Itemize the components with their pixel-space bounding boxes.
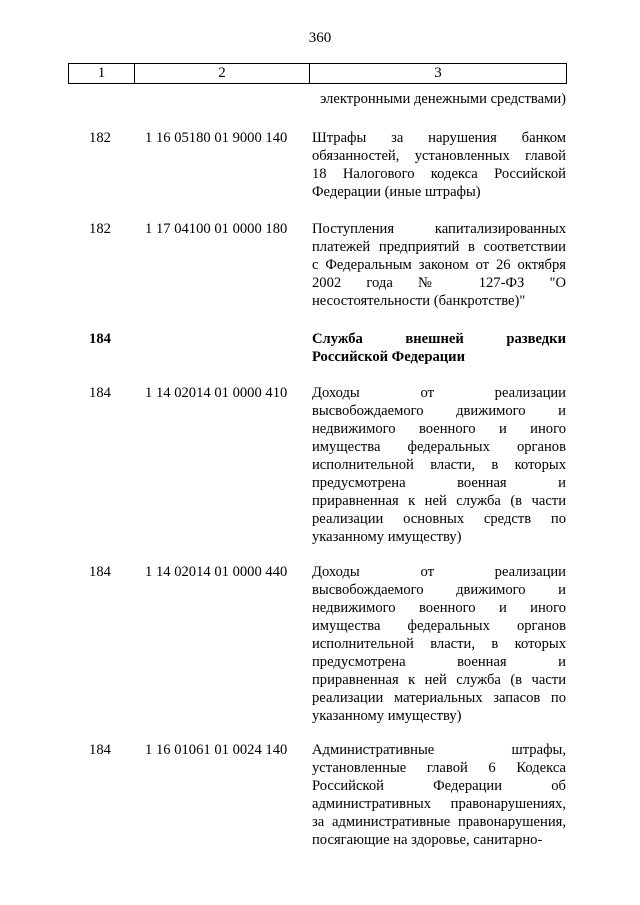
row-description-line: реализации материальных запасов по	[312, 690, 566, 706]
row-description-line: Российской Федерации об	[312, 778, 566, 794]
row-description-line: приравненная к ней служба (в части	[312, 672, 566, 688]
row-description-line: недвижимого военного и иного	[312, 421, 566, 437]
row-col2-code: 1 14 02014 01 0000 410	[145, 385, 288, 401]
row-description-line: Доходы от реализации	[312, 385, 566, 401]
row-col1-code: 182	[89, 221, 111, 237]
row-description-line: Административные штрафы,	[312, 742, 566, 758]
row-description-line: административных правонарушениях,	[312, 796, 566, 812]
column-header-1: 1	[69, 64, 135, 84]
row-description-line: Доходы от реализации	[312, 564, 566, 580]
row-description-line: с Федеральным законом от 26 октября	[312, 257, 566, 273]
row-description-line: 2002 года № 127-ФЗ "О	[312, 275, 566, 291]
row-description-line: реализации основных средств по	[312, 511, 566, 527]
row-description-line: имущества федеральных органов	[312, 618, 566, 634]
row-description-line: имущества федеральных органов	[312, 439, 566, 455]
row-description-line: Федерации (иные штрафы)	[312, 184, 481, 200]
row-description-line: Штрафы за нарушения банком	[312, 130, 566, 146]
row-col1-code: 182	[89, 130, 111, 146]
row-description-line: несостоятельности (банкротстве)"	[312, 293, 526, 309]
page-number: 360	[308, 30, 332, 46]
row-description-line: 18 Налогового кодекса Российской	[312, 166, 566, 182]
continuation-text: электронными денежными средствами)	[320, 91, 566, 107]
column-header-3: 3	[310, 64, 567, 84]
row-description-line: Служба внешней разведки	[312, 331, 566, 347]
row-col1-code: 184	[89, 742, 111, 758]
column-header-row	[69, 64, 567, 84]
row-col1-code: 184	[89, 331, 111, 347]
row-description-line: за административные правонарушения,	[312, 814, 566, 830]
row-col2-code: 1 17 04100 01 0000 180	[145, 221, 288, 237]
row-col2-code: 1 16 01061 01 0024 140	[145, 742, 288, 758]
row-description-line: предусмотрена военная и	[312, 475, 566, 491]
row-description-line: обязанностей, установленных главой	[312, 148, 566, 164]
row-col1-code: 184	[89, 564, 111, 580]
column-header-table	[68, 63, 567, 84]
column-header-2: 2	[135, 64, 310, 84]
row-description-line: указанному имуществу)	[312, 708, 462, 724]
row-description-line: Поступления капитализированных	[312, 221, 566, 237]
row-description-line: Российской Федерации	[312, 349, 465, 365]
row-description-line: высвобождаемого движимого и	[312, 582, 566, 598]
row-description-line: предусмотрена военная и	[312, 654, 566, 670]
row-description-line: высвобождаемого движимого и	[312, 403, 566, 419]
row-col2-code: 1 14 02014 01 0000 440	[145, 564, 288, 580]
row-description-line: указанному имуществу)	[312, 529, 462, 545]
row-description-line: установленные главой 6 Кодекса	[312, 760, 566, 776]
row-description-line: посягающие на здоровье, санитарно-	[312, 832, 543, 848]
row-description-line: исполнительной власти, в которых	[312, 457, 566, 473]
row-description-line: недвижимого военного и иного	[312, 600, 566, 616]
row-col2-code: 1 16 05180 01 9000 140	[145, 130, 288, 146]
row-col1-code: 184	[89, 385, 111, 401]
row-description-line: приравненная к ней служба (в части	[312, 493, 566, 509]
row-description-line: исполнительной власти, в которых	[312, 636, 566, 652]
row-description-line: платежей предприятий в соответствии	[312, 239, 566, 255]
